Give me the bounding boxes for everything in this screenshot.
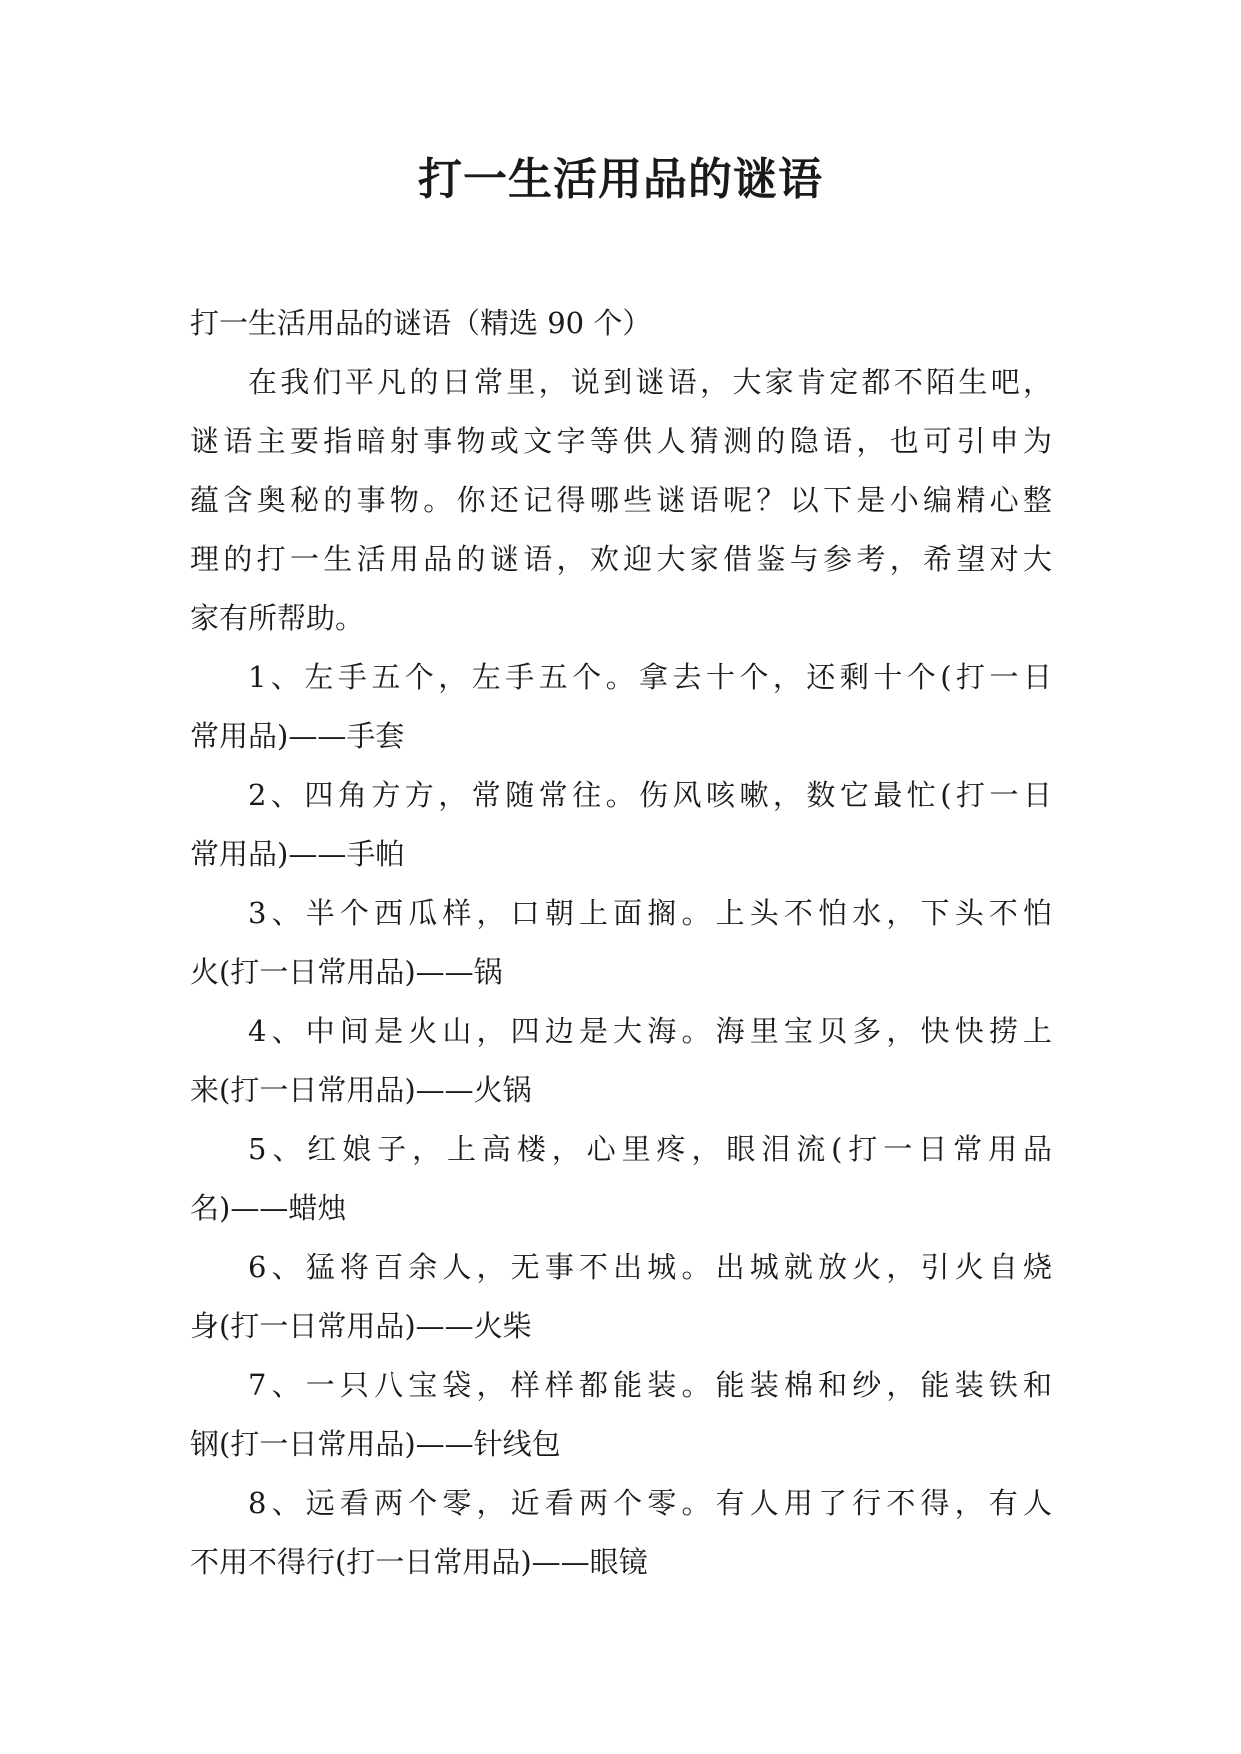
riddle-question: 8、远看两个零，近看两个零。有人用了行不得，有人 [248, 1486, 1052, 1520]
document-body [190, 294, 1052, 1592]
riddle-answer: 常用品)——手帕 [190, 837, 405, 871]
riddle-answer: 名)——蜡烛 [190, 1191, 347, 1225]
riddle-question: 1、左手五个，左手五个。拿去十个，还剩十个(打一日 [248, 660, 1052, 694]
intro-line: 家有所帮助。 [190, 601, 365, 635]
riddle-item [190, 1120, 1052, 1238]
riddle-answer: 来(打一日常用品)——火锅 [190, 1073, 532, 1107]
riddle-answer: 火(打一日常用品)——锅 [190, 955, 503, 989]
intro-line: 理的打一生活用品的谜语，欢迎大家借鉴与参考，希望对大 [190, 542, 1052, 576]
riddle-item [190, 648, 1052, 766]
riddle-question: 5、红娘子，上高楼，心里疼，眼泪流(打一日常用品 [248, 1132, 1052, 1166]
riddle-item [190, 1474, 1052, 1592]
page-title: 打一生活用品的谜语 [418, 154, 823, 205]
riddle-question: 4、中间是火山，四边是大海。海里宝贝多，快快捞上 [248, 1014, 1052, 1048]
riddle-question: 6、猛将百余人，无事不出城。出城就放火，引火自烧 [248, 1250, 1052, 1284]
riddle-item [190, 1356, 1052, 1474]
riddle-answer: 身(打一日常用品)——火柴 [190, 1309, 532, 1343]
intro-line: 谜语主要指暗射事物或文字等供人猜测的隐语，也可引申为 [190, 424, 1052, 458]
riddle-question: 2、四角方方，常随常往。伤风咳嗽，数它最忙(打一日 [248, 778, 1052, 812]
riddle-answer: 不用不得行(打一日常用品)——眼镜 [190, 1545, 648, 1579]
riddle-answer: 钢(打一日常用品)——针线包 [190, 1427, 561, 1461]
intro-line: 在我们平凡的日常里，说到谜语，大家肯定都不陌生吧， [248, 365, 1052, 399]
riddle-item [190, 884, 1052, 1002]
riddle-question: 7、一只八宝袋，样样都能装。能装棉和纱，能装铁和 [248, 1368, 1052, 1402]
riddle-item [190, 1238, 1052, 1356]
intro-paragraph [190, 353, 1052, 648]
riddle-question: 3、半个西瓜样，口朝上面搁。上头不怕水，下头不怕 [248, 896, 1052, 930]
document-subtitle: 打一生活用品的谜语（精选 90 个） [190, 306, 652, 340]
riddle-item [190, 1002, 1052, 1120]
riddle-answer: 常用品)——手套 [190, 719, 405, 753]
intro-line: 蕴含奥秘的事物。你还记得哪些谜语呢？以下是小编精心整 [190, 483, 1052, 517]
riddle-item [190, 766, 1052, 884]
